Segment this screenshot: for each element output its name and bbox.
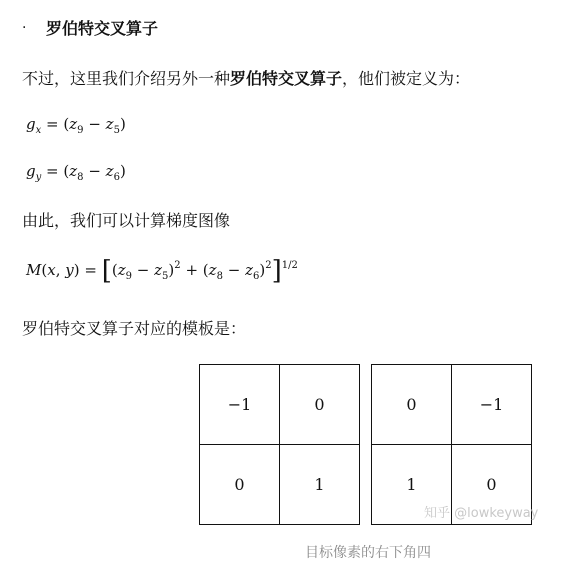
formula-magnitude: M(x, $y) = [(z_9 - z_5)^2 + (z_8 - z_6)^2]^{1/2}$ <box>26 256 298 286</box>
gradient-paragraph: 由此，我们可以计算梯度图像 <box>22 211 231 230</box>
template-paragraph: 罗伯特交叉算子对应的模板是： <box>22 319 247 338</box>
formula-gx: $g_x = (z_9 - z_5)$ <box>26 115 126 136</box>
section-title: 罗伯特交叉算子 <box>46 19 159 38</box>
kernel-left <box>199 364 360 525</box>
intro-bold-term: 罗伯特交叉算子 <box>230 69 343 88</box>
kernel-cell: 1 <box>372 445 452 525</box>
formula-gy: $g_y = (z_8 - z_6)$ <box>26 162 126 183</box>
kernel-cell: 1 <box>280 445 360 525</box>
watermark: 知乎 @lowkeyway <box>424 506 539 521</box>
intro-prefix: 不过，这里我们介绍另外一种 <box>22 69 231 88</box>
kernel-cell: 0 <box>372 365 452 445</box>
kernel-row <box>200 365 360 445</box>
kernel-cell: 0 <box>200 445 280 525</box>
kernel-right <box>371 364 532 525</box>
kernel-cell: −1 <box>200 365 280 445</box>
kernel-cell: −1 <box>452 365 532 445</box>
kernel-cell: 0 <box>280 365 360 445</box>
intro-paragraph <box>22 66 470 89</box>
section-heading <box>22 16 158 39</box>
kernel-row <box>372 365 532 445</box>
bullet: · <box>22 19 27 36</box>
figure-caption: 目标像素的右下角四 <box>305 545 431 561</box>
intro-suffix: ，他们被定义为： <box>342 69 471 88</box>
kernel-cell: 0 <box>452 445 532 525</box>
kernel-row <box>200 445 360 525</box>
